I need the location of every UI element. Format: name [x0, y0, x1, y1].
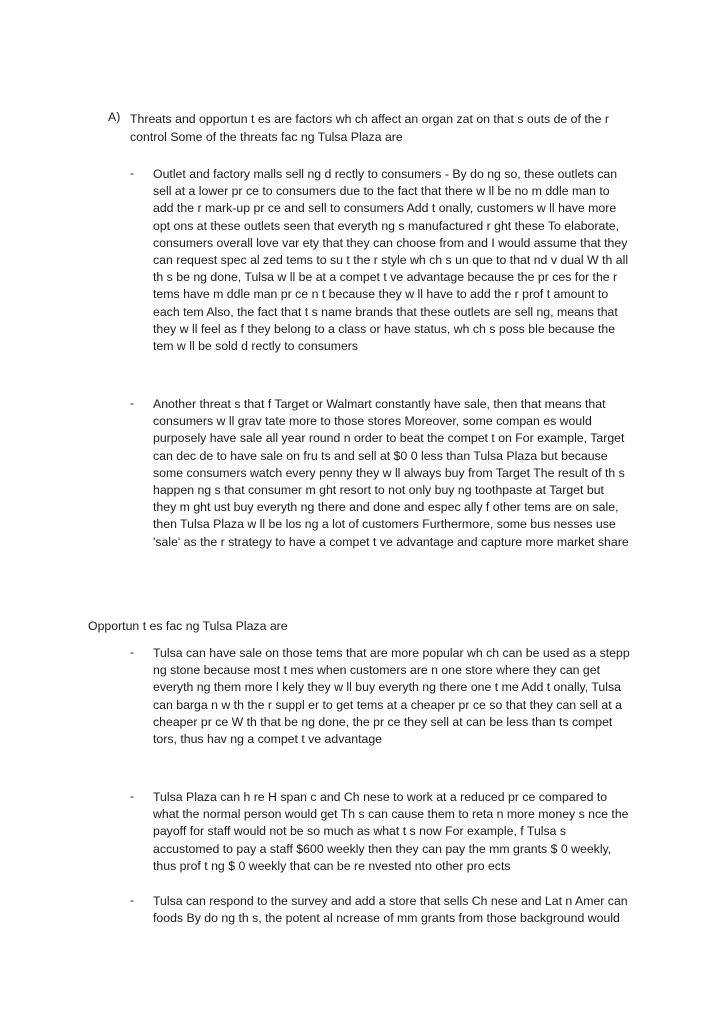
section-a-intro-text: Threats and opportun t es are factors wh ch affect an organ zat on that s outs de of the r control Some of the threats fac ng Tulsa Plaza are [130, 112, 609, 144]
section-a-intro [108, 110, 628, 146]
opportunities-heading: Opportun t es fac ng Tulsa Plaza are [88, 619, 288, 633]
threat-item-1-text: Outlet and factory malls sell ng d rectly to consumers - By do ng so, these outlets can sell at a lower pr ce to consumers due to the fact that there w ll be no m ddle man to add the r mark-up pr ce and sell to consumers Add t onally, customers w ll have more opt ons at these outlets seen that everyth ng s manufactured r ght these To elaborate, consumers overall love var ety that they can choose from and I would assume that they can request spec al zed tems to su t the r style wh ch s un que to that nd v dual W th all th s be ng done, Tulsa w ll be at a compet t ve advantage because the pr ces for the r tems have m ddle man pr ce n t because they w ll have to add the r prof t amount to each tem Also, the fact that t s name brands that these outlets are sell ng, means that they w ll feel as f they belong to a class or have status, wh ch s poss ble because the tem w ll be sold d rectly to consumers [153, 167, 629, 354]
opportunity-item-1 [130, 645, 630, 748]
section-a-marker: A) [108, 110, 121, 124]
list-dash: - [130, 893, 135, 907]
opportunity-item-3-text: Tulsa can respond to the survey and add a store that sells Ch nese and Lat n Amer can foods By do ng th s, the potent al ncrease of mm grants from those background would [153, 894, 628, 926]
threat-item-2 [130, 396, 630, 551]
threat-item-2-text: Another threat s that f Target or Walmart constantly have sale, then that means that consumers w ll grav tate more to those stores Moreover, some compan es would purposely have sale all year round n order to beat the compet t on For example, Target can dec de to have sale on fru ts and sell at $0 0 less than Tulsa Plaza but because some consumers watch every penny they w ll always buy from Target The result of th s happen ng s that consumer m ght resort to not only buy ng toothpaste at Target but they m ght ust buy everyth ng there and done and espec ally f other tems are on sale, then Tulsa Plaza w ll be los ng a lot of customers Furthermore, some bus nesses use 'sale' as the r strategy to have a compet t ve advantage and capture more market share [153, 397, 629, 549]
opportunity-item-2 [130, 789, 630, 875]
opportunity-item-2-text: Tulsa Plaza can h re H span c and Ch nese to work at a reduced pr ce compared to what the normal person would get Th s can cause them to reta n more money s nce the payoff for staff would not be so much as what t s now For example, f Tulsa s accustomed to pay a staff $600 weekly then they can pay the mm grants $ 0 weekly, thus prof t ng $ 0 weekly that can be re nvested nto other pro ects [153, 790, 629, 873]
opportunity-item-1-text: Tulsa can have sale on those tems that are more popular wh ch can be used as a stepp ng stone because most t mes when customers are n one store where they can get everyth ng them more l kely they w ll buy everyth ng there one t me Add t onally, Tulsa can barga n w th the r suppl er to get tems at a cheaper pr ce so that they can sell at a cheaper pr ce W th that be ng done, the pr ce they sell at can be less than ts compet tors, thus hav ng a compet t ve advantage [153, 646, 630, 747]
list-dash: - [130, 789, 135, 803]
opportunity-item-3 [130, 893, 630, 927]
list-dash: - [130, 396, 135, 410]
list-dash: - [130, 645, 135, 659]
list-dash: - [130, 166, 135, 180]
threat-item-1 [130, 166, 630, 355]
